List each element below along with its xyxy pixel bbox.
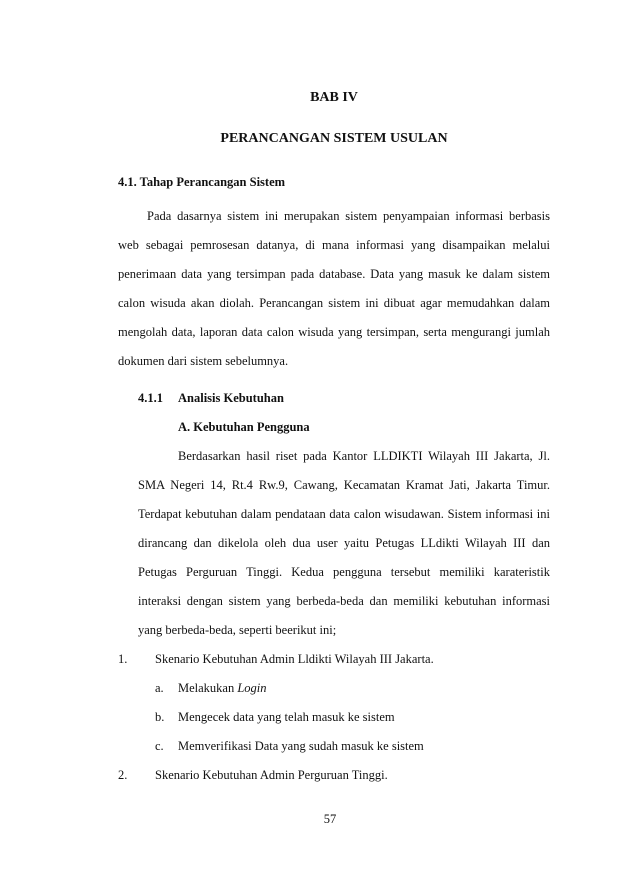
paragraph-line: mengolah data, laporan data calon wisuda yang tersimpan, serta mengurangi jumlah — [118, 325, 550, 339]
paragraph-line: yang berbeda-beda, seperti beerikut ini; — [138, 623, 337, 637]
paragraph-line: Terdapat kebutuhan dalam pendataan data calon wisudawan. Sistem informasi ini — [138, 507, 550, 521]
paragraph-line: Pada dasarnya sistem ini merupakan sistem penyampaian informasi berbasis — [147, 209, 550, 223]
list-number: 1. — [118, 652, 128, 666]
subsection-title: Analisis Kebutuhan — [178, 391, 284, 405]
paragraph-line: Petugas Perguruan Tinggi. Kedua pengguna tersebut memiliki karateristik — [138, 565, 550, 579]
paragraph-line: web sebagai pemrosesan datanya, di mana informasi yang disampaikan melalui — [118, 238, 550, 252]
list-letter: c. — [155, 739, 164, 753]
paragraph-line: interaksi dengan sistem yang berbeda-beda dan memiliki kebutuhan informasi — [138, 594, 550, 608]
chapter-subtitle: PERANCANGAN SISTEM USULAN — [220, 131, 448, 146]
paragraph-line: dirancang dan dikelola oleh dua user yaitu Petugas LLdikti Wilayah III dan — [138, 536, 550, 550]
paragraph-line: penerimaan data yang tersimpan pada database. Data yang masuk ke dalam sistem — [118, 267, 550, 281]
sub-list-item: Mengecek data yang telah masuk ke sistem — [178, 710, 395, 724]
list-letter: b. — [155, 710, 165, 724]
paragraph-line: dokumen dari sistem sebelumnya. — [118, 354, 289, 368]
sub-list-item: Melakukan Login — [178, 681, 267, 695]
list-number: 2. — [118, 768, 128, 782]
list-item: Skenario Kebutuhan Admin Lldikti Wilayah III Jakarta. — [155, 652, 434, 666]
paragraph-line: SMA Negeri 14, Rt.4 Rw.9, Cawang, Kecamatan Kramat Jati, Jakarta Timur. — [138, 478, 550, 492]
section-heading: 4.1. Tahap Perancangan Sistem — [118, 175, 286, 189]
paragraph-line: Berdasarkan hasil riset pada Kantor LLDIKTI Wilayah III Jakarta, Jl. — [178, 449, 550, 463]
list-item: Skenario Kebutuhan Admin Perguruan Tinggi. — [155, 768, 388, 782]
paragraph-line: calon wisuda akan diolah. Perancangan sistem ini dibuat agar memudahkan dalam — [118, 296, 550, 310]
login-emphasis: Login — [237, 681, 267, 695]
subsection-subtitle: A. Kebutuhan Pengguna — [178, 420, 310, 434]
list-letter: a. — [155, 681, 164, 695]
chapter-title: BAB IV — [310, 90, 358, 105]
page-number: 57 — [323, 812, 337, 826]
subsection-number: 4.1.1 — [138, 391, 163, 405]
sub-list-item: Memverifikasi Data yang sudah masuk ke sistem — [178, 739, 424, 753]
